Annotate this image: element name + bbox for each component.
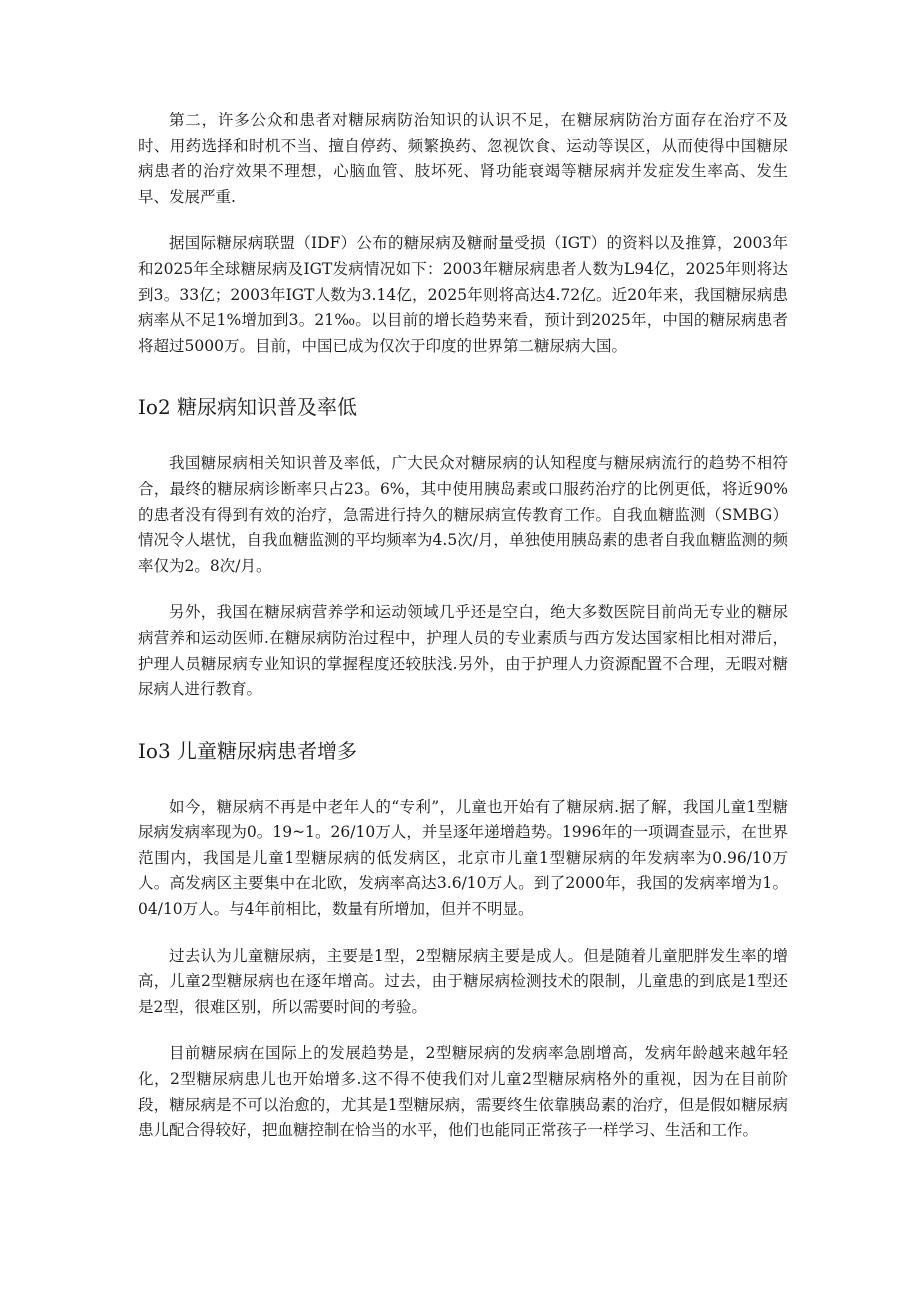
intro-paragraph-1: 第二，许多公众和患者对糖尿病防治知识的认识不足，在糖尿病防治方面存在治疗不及时、用药选择和时机不当、擅自停药、频繁换药、忽视饮食、运动等误区，从而使得中国糖尿病患者的治疗效果不理想，心脑血管、肢坏死、肾功能衰竭等糖尿病并发症发生率高、发生早、发展严重. (138, 111, 788, 206)
children-paragraph-1: 如今，糖尿病不再是中老年人的“专利”，儿童也开始有了糖尿病.据了解，我国儿童1型糖尿病发病率现为0。19~1。26/10万人，并呈逐年递增趋势。1996年的一项调查显示，在世界范围内，我国是儿童1型糖尿病的低发病区，北京市儿童1型糖尿病的年发病率为0.96/10万人。高发病区主要集中在北欧，发病率高达3.6/10万人。到了2000年，我国的发病率增为1。04/10万人。与4年前相比，数量有所增加，但并不明显。 (138, 797, 788, 919)
document-page (138, 108, 788, 1144)
knowledge-paragraph-2: 另外，我国在糖尿病营养学和运动领域几乎还是空白，绝大多数医院目前尚无专业的糖尿病营养和运动医师.在糖尿病防治过程中，护理人员的专业素质与西方发达国家相比相对滞后，护理人员糖尿病专业知识的掌握程度还较肤浅.另外，由于护理人力资源配置不合理，无暇对糖尿病人进行教育。 (138, 603, 788, 699)
intro-paragraph-2: 据国际糖尿病联盟（IDF）公布的糖尿病及糖耐量受损（IGT）的资料以及推算，2003年和2025年全球糖尿病及IGT发病情况如下：2003年糖尿病患者人数为L94亿，2025年则将达到3。33亿；2003年IGT人数为3.14亿，2025年则将高达4.72亿。近20年来，我国糖尿病患病率从不足1%增加到3。21‰。以目前的增长趋势来看，预计到2025年，中国的糖尿病患者将超过5000万。目前，中国已成为仅次于印度的世界第二糖尿病大国。 (138, 234, 788, 355)
children-paragraph-2: 过去认为儿童糖尿病，主要是1型，2型糖尿病主要是成人。但是随着儿童肥胖发生率的增高，儿童2型糖尿病也在逐年增高。过去，由于糖尿病检测技术的限制，儿童患的到底是1型还是2型，很难区别，所以需要时间的考验。 (138, 946, 788, 1016)
section-heading-children: Io3 儿童糖尿病患者增多 (138, 738, 358, 763)
section-heading-knowledge-rate: Io2 糖尿病知识普及率低 (138, 395, 358, 420)
knowledge-paragraph-1: 我国糖尿病相关知识普及率低，广大民众对糖尿病的认知程度与糖尿病流行的趋势不相符合，最终的糖尿病诊断率只占23。6%，其中使用胰岛素或口服药治疗的比例更低，将近90%的患者没有得到有效的治疗，急需进行持久的糖尿病宣传教育工作。自我血糖监测（SMBG）情况令人堪忧，自我血糖监测的平均频率为4.5次/月，单独使用胰岛素的患者自我血糖监测的频率仅为2。8次/月。 (138, 454, 788, 575)
children-paragraph-3: 目前糖尿病在国际上的发展趋势是，2型糖尿病的发病率急剧增高，发病年龄越来越年轻化，2型糖尿病患儿也开始增多.这不得不使我们对儿童2型糖尿病格外的重视，因为在目前阶段，糖尿病是不可以治愈的，尤其是1型糖尿病，需要终生依靠胰岛素的治疗，但是假如糖尿病患儿配合得较好，把血糖控制在恰当的水平，他们也能同正常孩子一样学习、生活和工作。 (138, 1044, 788, 1140)
